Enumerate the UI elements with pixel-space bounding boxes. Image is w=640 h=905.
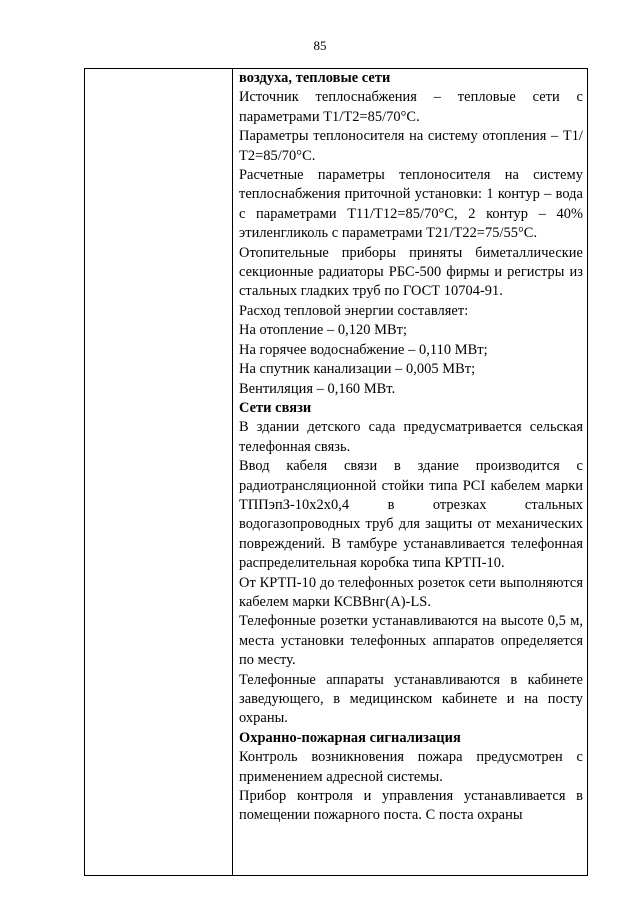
list-line: На горячее водоснабжение – 0,110 МВт;	[239, 341, 488, 358]
paragraph: Прибор контроля и управления устанавливается в помещении пожарного поста. С поста охраны	[239, 788, 583, 824]
section-heading: Сети связи	[239, 399, 312, 416]
paragraph: Параметры теплоносителя на систему отопления – Т1/Т2=85/70°С.	[239, 128, 583, 164]
section-heading: Охранно-пожарная сигнализация	[239, 729, 461, 746]
list-line: Вентиляция – 0,160 МВт.	[239, 380, 396, 397]
list-line: Расход тепловой энергии составляет:	[239, 302, 469, 319]
paragraph: Расчетные параметры теплоносителя на систему теплоснабжения приточной установки: 1 контур – вода с параметрами Т11/Т12=85/70°С, 2 контур – 40% этиленгликоль с параметрами Т21/Т22=75/55°С.	[239, 167, 583, 242]
paragraph: В здании детского сада предусматривается сельская телефонная связь.	[239, 419, 583, 455]
paragraph: Ввод кабеля связи в здание производится с радиотрансляционной стойки типа PCI кабелем марки ТППэпЗ-10х2х0,4 в отрезках стальных водогазопроводных труб для защиты от механических повреждений. В тамбуре устанавливается телефонная распределительная коробка типа КРТП-10.	[239, 458, 583, 572]
page-number: 85	[313, 38, 327, 53]
paragraph: Телефонные розетки устанавливаются на высоте 0,5 м, места установки телефонных аппаратов определяется по месту.	[239, 613, 583, 669]
list-line: На отопление – 0,120 МВт;	[239, 322, 408, 339]
document-table	[84, 68, 588, 876]
right-content-cell	[239, 69, 583, 826]
paragraph: От КРТП-10 до телефонных розеток сети выполняются кабелем марки КСВВнг(А)-LS.	[239, 574, 583, 610]
paragraph: Источник теплоснабжения – тепловые сети с параметрами Т1/Т2=85/70°С.	[239, 89, 583, 125]
paragraph: Телефонные аппараты устанавливаются в кабинете заведующего, в медицинском кабинете и на посту охраны.	[239, 671, 583, 727]
left-empty-cell	[85, 69, 233, 875]
section-heading: воздуха, тепловые сети	[239, 70, 391, 86]
paragraph: Отопительные приборы приняты биметаллические секционные радиаторы РБС-500 фирмы и регистры из стальных гладких труб по ГОСТ 10704-91.	[239, 244, 583, 300]
paragraph: Контроль возникновения пожара предусмотрен с применением адресной системы.	[239, 749, 583, 785]
list-line: На спутник канализации – 0,005 МВт;	[239, 361, 476, 378]
